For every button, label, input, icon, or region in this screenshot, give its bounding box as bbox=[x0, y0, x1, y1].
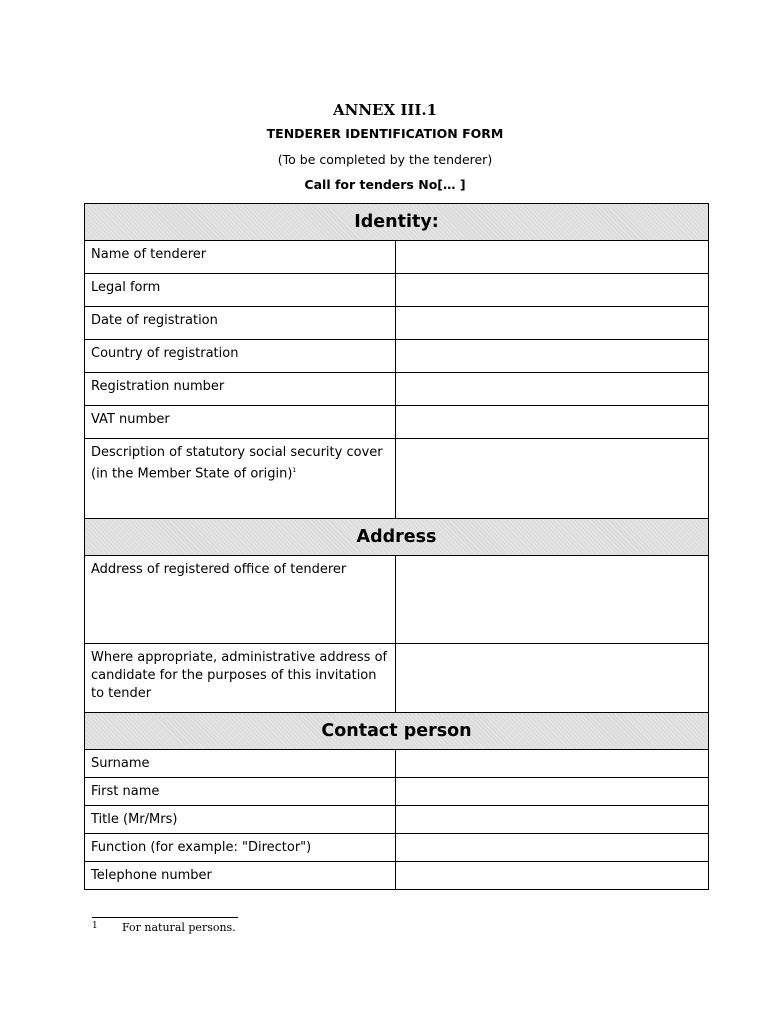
identification-form-table bbox=[84, 203, 709, 890]
label-legal-form: Legal form bbox=[85, 274, 396, 307]
footnote-ref: 1 bbox=[292, 467, 297, 474]
field-surname[interactable] bbox=[396, 750, 709, 778]
label-telephone-number: Telephone number bbox=[85, 862, 396, 890]
address-section-header: Address bbox=[85, 519, 709, 556]
label-date-of-registration: Date of registration bbox=[85, 307, 396, 340]
field-administrative-address[interactable] bbox=[396, 644, 709, 713]
field-legal-form[interactable] bbox=[396, 274, 709, 307]
field-vat-number[interactable] bbox=[396, 406, 709, 439]
field-name-of-tenderer[interactable] bbox=[396, 241, 709, 274]
label-administrative-address: Where appropriate, administrative address of candidate for the purposes of this invitation to tender bbox=[85, 644, 396, 713]
contact-section-header: Contact person bbox=[85, 713, 709, 750]
form-instruction: (To be completed by the tenderer) bbox=[277, 152, 493, 167]
footnote bbox=[92, 921, 236, 934]
field-country-of-registration[interactable] bbox=[396, 340, 709, 373]
identity-section-header: Identity: bbox=[85, 204, 709, 241]
footnote-text: For natural persons. bbox=[122, 921, 236, 934]
field-registered-office-address[interactable] bbox=[396, 556, 709, 644]
field-telephone-number[interactable] bbox=[396, 862, 709, 890]
call-for-tenders: Call for tenders No[… ] bbox=[304, 177, 466, 192]
field-registration-number[interactable] bbox=[396, 373, 709, 406]
label-surname: Surname bbox=[85, 750, 396, 778]
field-date-of-registration[interactable] bbox=[396, 307, 709, 340]
field-function[interactable] bbox=[396, 834, 709, 862]
label-country-of-registration: Country of registration bbox=[85, 340, 396, 373]
label-name-of-tenderer: Name of tenderer bbox=[85, 241, 396, 274]
footnote-separator bbox=[92, 917, 238, 918]
field-title[interactable] bbox=[396, 806, 709, 834]
label-social-security-cover bbox=[85, 439, 396, 519]
field-first-name[interactable] bbox=[396, 778, 709, 806]
annex-title: ANNEX III.1 bbox=[332, 101, 438, 119]
label-vat-number: VAT number bbox=[85, 406, 396, 439]
label-social-security-cover-text: Description of statutory social security cover (in the Member State of origin) bbox=[91, 445, 383, 482]
label-function: Function (for example: "Director") bbox=[85, 834, 396, 862]
label-registration-number: Registration number bbox=[85, 373, 396, 406]
field-social-security-cover[interactable] bbox=[396, 439, 709, 519]
label-first-name: First name bbox=[85, 778, 396, 806]
label-title: Title (Mr/Mrs) bbox=[85, 806, 396, 834]
form-title: TENDERER IDENTIFICATION FORM bbox=[266, 126, 504, 141]
label-registered-office-address: Address of registered office of tenderer bbox=[85, 556, 396, 644]
footnote-number: 1 bbox=[92, 921, 98, 931]
